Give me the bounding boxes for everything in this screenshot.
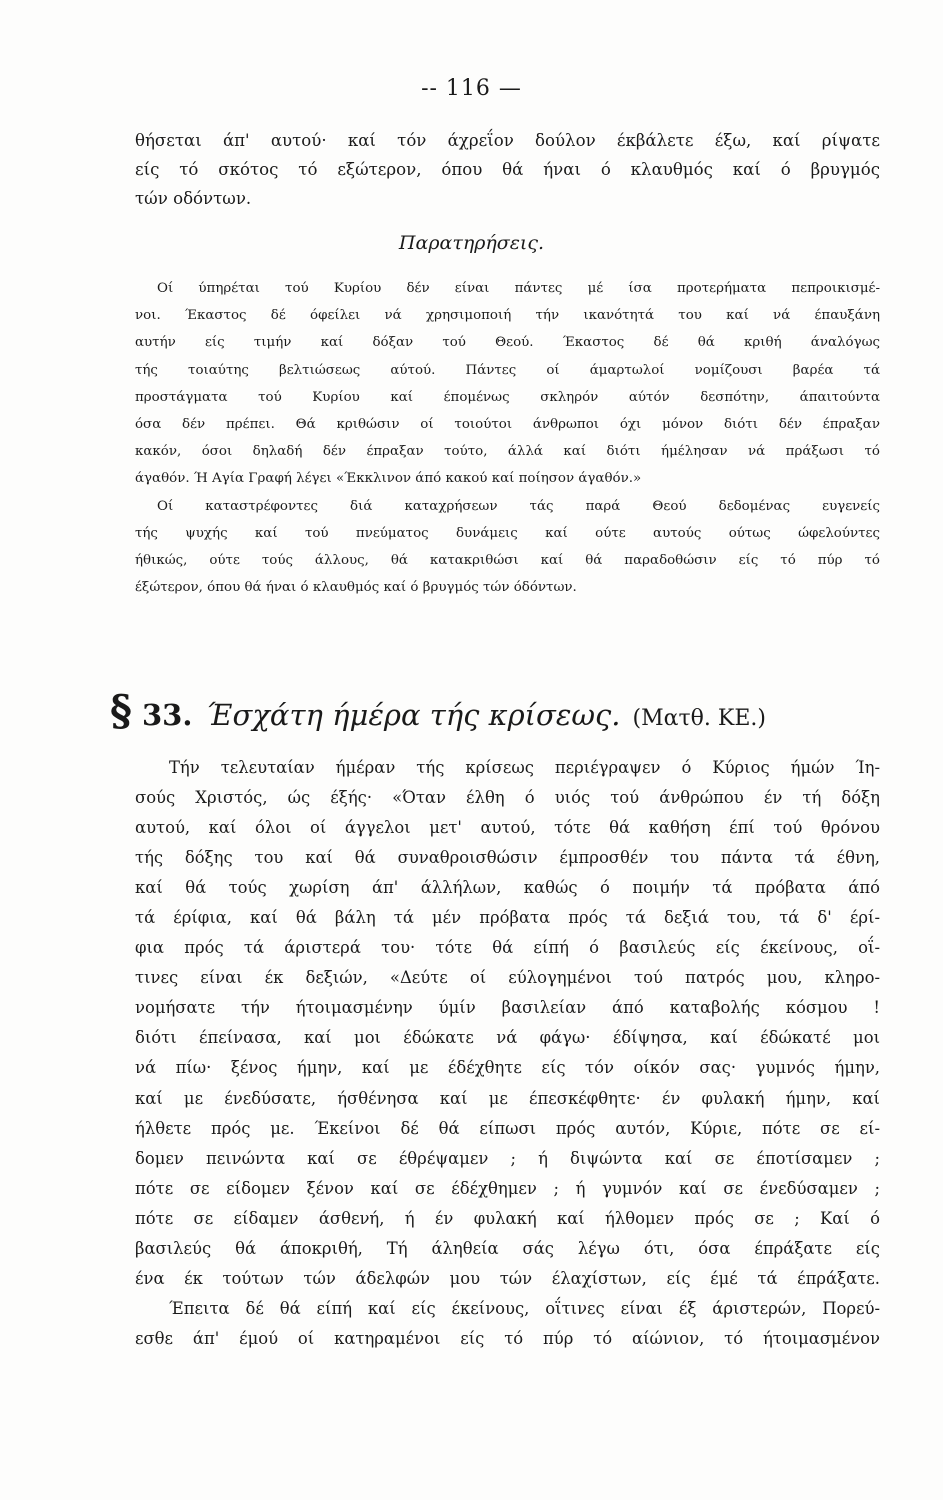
intro-paragraph — [135, 126, 880, 213]
body-line: βασιλεύς θά άποκριθή, Τή άληθεία σάς λέγω ότι, όσα έπράξατε είς — [135, 1238, 880, 1258]
body-line: καί με ένεδύσατε, ήσθένησα καί με έπεσκέφθητε· έν φυλακή ήμην, καί — [135, 1088, 880, 1108]
body-line: πότε σε είδαμεν άσθενή, ή έν φυλακή καί ήλθομεν πρός σε ; Καί ό — [135, 1208, 880, 1228]
body-line: διότι έπείνασα, καί μοι έδώκατε νά φάγω· έδίψησα, καί έδώκατέ μοι — [135, 1028, 880, 1048]
body-line: φια πρός τά άριστερά του· τότε θά είπή ό βασιλεύς είς έκείνους, οΐ- — [135, 938, 880, 958]
section-number: 33. — [141, 698, 193, 732]
body-line: ήλθετε πρός με. Έκείνοι δέ θά είπωσι πρός αυτόν, Κύριε, πότε σε εί- — [135, 1118, 880, 1138]
intro-line: είς τό σκότος τό εξώτερον, όπου θά ήναι ό κλαυθμός καί ό βρυγμός — [135, 160, 880, 179]
body-line: ένα έκ τούτων τών άδελφών μου τών έλαχίστων, είς έμέ τά έπράξατε. — [135, 1268, 880, 1288]
notes-line: Οί ύπηρέται τού Κυρίου δέν είναι πάντες μέ ίσα προτερήματα πεπροικισμέ- — [157, 281, 880, 296]
section-reference: (Ματθ. ΚΕ.) — [632, 706, 766, 731]
notes-line: ήθικώς, ούτε τούς άλλους, θά κατακριθώσι καί θά παραδοθώσιν είς τό πύρ τό — [135, 553, 880, 569]
body-line: καί θά τούς χωρίση άπ' άλλήλων, καθώς ό ποιμήν τά πρόβατα άπό — [135, 878, 880, 898]
notes-heading: Παρατηρήσεις. — [398, 232, 545, 254]
section-body — [135, 753, 880, 1354]
section-title: Έσχάτη ήμέρα τής κρίσεως. — [206, 698, 621, 732]
section-mark: § — [110, 686, 132, 735]
body-line: νά πίω· ξένος ήμην, καί με έδέχθητε είς τόν οίκόν σας· γυμνός ήμην, — [135, 1058, 880, 1078]
body-line: τά έρίφια, καί θά βάλη τά μέν πρόβατα πρός τά δεξιά του, τά δ' έρί- — [135, 908, 880, 928]
notes-line: όσα δέν πρέπει. Θά κριθώσιν οί τοιούτοι άνθρωποι όχι μόνον διότι δέν έπραξαν — [135, 417, 880, 433]
notes-line: νοι. Έκαστος δέ όφείλει νά χρησιμοποιή τήν ικανότητά του καί νά έπαυξάνη — [135, 308, 880, 324]
body-line: σούς Χριστός, ώς έξής· «Όταν έλθη ό υιός τού άνθρώπου έν τή δόξη — [135, 788, 880, 808]
body-line: Τήν τελευταίαν ήμέραν τής κρίσεως περιέγραψεν ό Κύριος ήμών Ίη- — [169, 758, 880, 777]
notes-line: Οί καταστρέφοντες διά καταχρήσεων τάς παρά Θεού δεδομένας ευγενείς — [157, 498, 880, 514]
intro-line: θήσεται άπ' αυτού· καί τόν άχρεΐον δούλον έκβάλετε έξω, καί ρίψατε — [135, 131, 880, 150]
body-line: νομήσατε τήν ήτοιμασμένην ύμίν βασιλείαν άπό καταβολής κόσμου ! — [135, 998, 880, 1018]
notes-line: έξώτερον, όπου θά ήναι ό κλαυθμός καί ό βρυγμός τών όδόντων. — [135, 580, 577, 596]
notes-line: αυτήν είς τιμήν καί δόξαν τού Θεού. Έκαστος δέ θά κριθή άναλόγως — [135, 335, 880, 351]
body-line: δομεν πεινώντα καί σε έθρέψαμεν ; ή διψώντα καί σε έποτίσαμεν ; — [135, 1148, 880, 1168]
body-line: τινες είναι έκ δεξιών, «Δεύτε οί εύλογημένοι τού πατρός μου, κληρο- — [135, 968, 880, 988]
body-line: τής δόξης του καί θά συναθροισθώσιν έμπροσθέν του πάντα τά έθνη, — [135, 848, 880, 868]
body-line: πότε σε είδομεν ξένον καί σε έδέχθημεν ; ή γυμνόν καί σε ένεδύσαμεν ; — [135, 1178, 880, 1198]
body-line: Έπειτα δέ θά είπή καί είς έκείνους, οΐτινες είναι έξ άριστερών, Πορεύ- — [169, 1298, 880, 1318]
notes-line: προστάγματα τού Κυρίου καί έπομένως σκληρόν αύτόν δεσπότην, άπαιτούντα — [135, 389, 880, 405]
body-line: αυτού, καί όλοι οί άγγελοι μετ' αυτού, τότε θά καθήση έπί τού θρόνου — [135, 818, 880, 838]
notes-line: κακόν, όσοι δηλαδή δέν έπραξαν τούτο, άλλά καί διότι ήμέλησαν νά πράξωσι τό — [135, 444, 880, 460]
notes-line: τής ψυχής καί τού πνεύματος δυνάμεις καί ούτε αυτούς ούτως ώφελούντες — [135, 525, 880, 541]
section-heading — [110, 686, 890, 735]
body-line: εσθε άπ' έμού οί κατηραμένοι είς τό πύρ τό αίώνιον, τό ήτοιμασμένον — [135, 1328, 880, 1348]
page-number: -- 116 — — [421, 76, 522, 101]
notes-line: άγαθόν. Ή Αγία Γραφή λέγει «Έκκλινον άπό κακού καί ποίησον άγαθόν.» — [135, 471, 642, 487]
notes-line: τής τοιαύτης βελτιώσεως αύτού. Πάντες οί άμαρτωλοί νομίζουσι βαρέα τά — [135, 362, 880, 378]
notes-paragraphs — [135, 275, 880, 601]
intro-line: τών οδόντων. — [135, 189, 252, 208]
